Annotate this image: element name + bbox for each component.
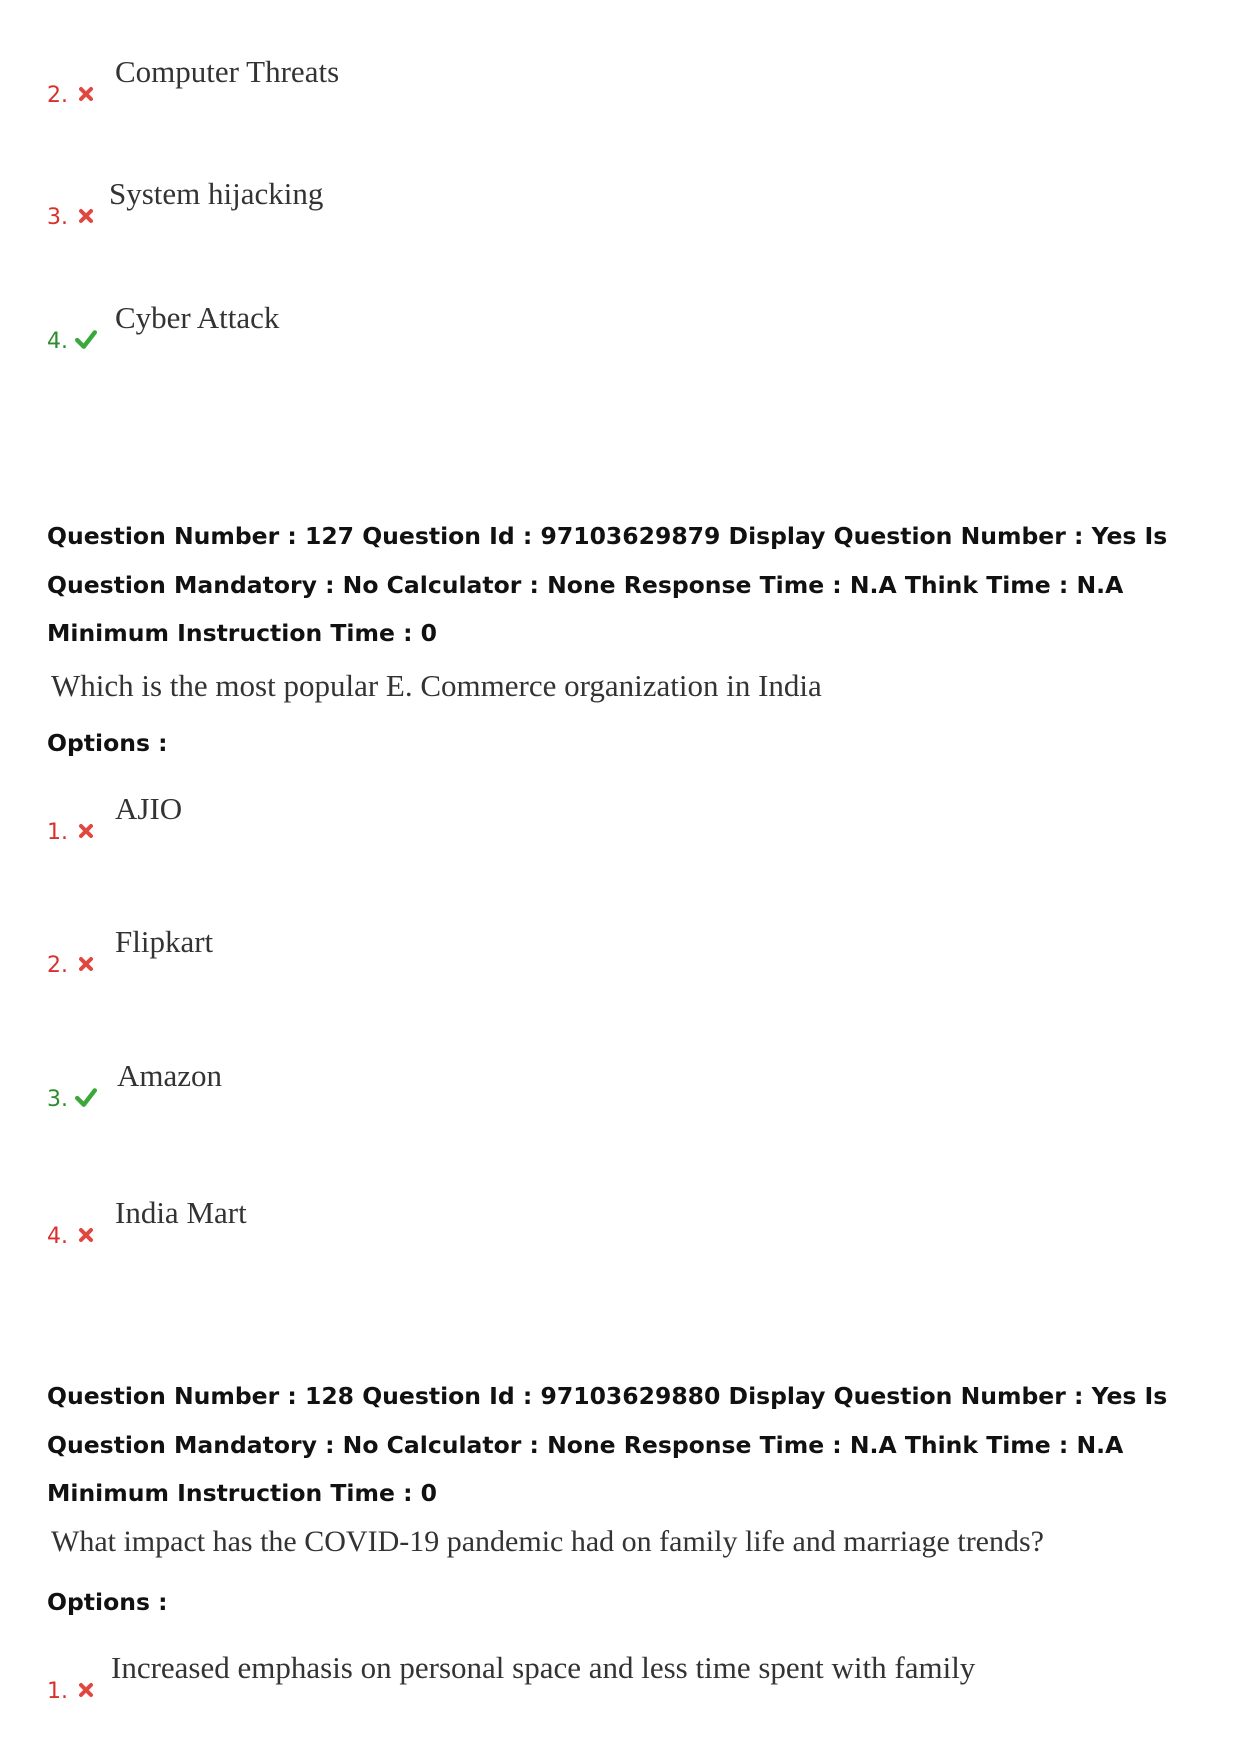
q127-option-4 — [47, 1195, 1147, 1255]
cross-icon — [76, 821, 96, 841]
option-number: 4. — [47, 1224, 68, 1249]
option-number: 1. — [47, 820, 68, 845]
option-text: System hijacking — [109, 176, 324, 211]
option-number: 4. — [47, 329, 68, 354]
question-127-meta: Question Number : 127 Question Id : 97103629879 Display Question Number : Yes Is Question Mandatory : No Calculator : None Response Time : N.A Think Time : N.A Minimum Instruction Time : 0 — [47, 522, 1168, 647]
question-127-options-label: Options : — [47, 729, 168, 757]
prev-option-4 — [47, 300, 1147, 360]
check-icon — [74, 328, 98, 350]
option-text: Flipkart — [115, 924, 214, 959]
option-number: 2. — [47, 953, 68, 978]
cross-icon — [76, 1225, 96, 1245]
q128-option-1 — [47, 1650, 1147, 1710]
option-text: India Mart — [115, 1195, 247, 1230]
check-icon — [74, 1086, 98, 1108]
q127-option-3 — [47, 1058, 1147, 1118]
question-128-meta: Question Number : 128 Question Id : 97103629880 Display Question Number : Yes Is Question Mandatory : No Calculator : None Response Time : N.A Think Time : N.A Minimum Instruction Time : 0 — [47, 1382, 1168, 1507]
option-number: 2. — [47, 83, 68, 108]
prev-option-2 — [47, 54, 1147, 114]
option-number: 3. — [47, 205, 68, 230]
q127-option-1 — [47, 791, 1147, 851]
option-number: 3. — [47, 1087, 68, 1112]
cross-icon — [76, 84, 96, 104]
option-text: Increased emphasis on personal space and less time spent with family — [111, 1650, 976, 1685]
cross-icon — [76, 206, 96, 226]
question-128-options-label: Options : — [47, 1588, 168, 1616]
option-number: 1. — [47, 1679, 68, 1704]
cross-icon — [76, 1680, 96, 1700]
prev-option-3 — [47, 176, 1147, 236]
question-128-text: What impact has the COVID-19 pandemic had on family life and marriage trends? — [51, 1525, 1044, 1558]
option-text: Amazon — [117, 1058, 223, 1093]
cross-icon — [76, 954, 96, 974]
option-text: AJIO — [115, 791, 183, 826]
question-127-text: Which is the most popular E. Commerce organization in India — [51, 668, 822, 703]
option-text: Cyber Attack — [115, 300, 280, 335]
q127-option-2 — [47, 924, 1147, 984]
option-text: Computer Threats — [115, 54, 340, 89]
